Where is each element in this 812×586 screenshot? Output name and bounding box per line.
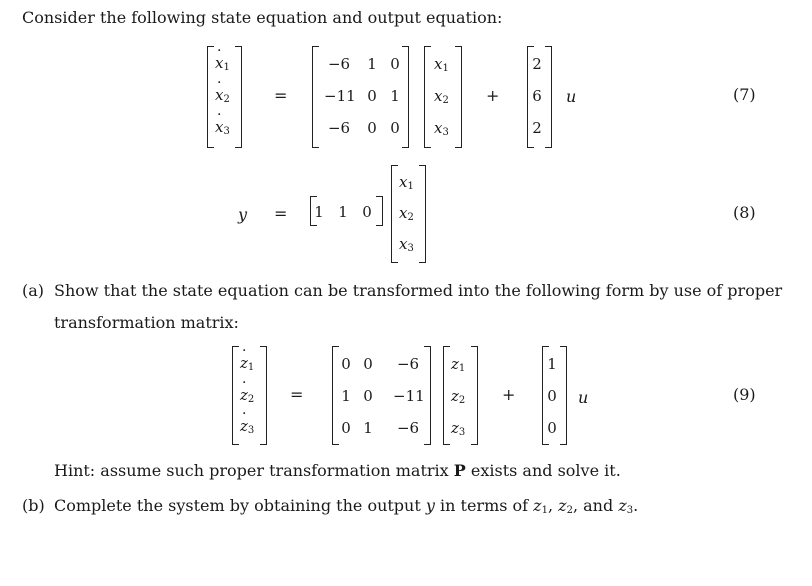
part-b-label: (b) [22, 496, 45, 515]
equation-number: (8) [733, 203, 756, 222]
matrix-cell: −6 [327, 119, 351, 137]
matrix-cell: 0 [341, 419, 351, 437]
vector-cell: 2 [532, 55, 542, 73]
bracket-right [235, 46, 242, 148]
vector-cell: 0 [362, 203, 372, 221]
matrix-cell: 1 [390, 87, 400, 105]
hint-suffix: exists and solve it. [465, 461, 621, 480]
vector-cell: 2 [532, 119, 542, 137]
bracket-right [471, 346, 478, 445]
part-b-start: Complete the system by obtaining the output [54, 496, 426, 515]
vector-cell: 6 [532, 87, 542, 105]
vector-cell: 1 [547, 355, 557, 373]
zdot1: · $z_1$ [240, 354, 254, 373]
part-a-line1: Show that the state equation can be transformed into the following form by use of proper [54, 281, 783, 300]
hint-text [54, 461, 621, 480]
part-b-mid: in terms of [434, 496, 534, 515]
matrix-cell: −6 [396, 419, 420, 437]
z2: $z_2$ [451, 387, 466, 406]
intro-text: Consider the following state equation and output equation: [22, 8, 503, 27]
var-y: y [425, 496, 435, 515]
var-z2: $z_2$ [558, 496, 573, 516]
hint-bold-P: P [453, 461, 466, 480]
matrix-cell: −11 [324, 87, 356, 105]
hint-prefix: Hint: assume such proper transformation matrix [54, 461, 454, 480]
part-a-label: (a) [22, 281, 45, 300]
matrix-cell: 0 [390, 55, 400, 73]
bracket-right [424, 346, 431, 445]
x1: $x_1$ [434, 55, 449, 74]
z3: $z_3$ [451, 419, 466, 438]
matrix-cell: 0 [341, 355, 351, 373]
part-b-text [54, 496, 638, 516]
matrix-cell: 1 [363, 419, 373, 437]
x2: $x_2$ [434, 87, 449, 106]
equals-sign: = [274, 204, 288, 223]
matrix-cell: −6 [327, 55, 351, 73]
matrix-cell: −11 [393, 387, 425, 405]
zdot3: · $z_3$ [240, 417, 254, 436]
equals-sign: = [290, 385, 304, 404]
comma: , [547, 496, 559, 515]
equation-number: (9) [733, 385, 756, 404]
bracket-right [455, 46, 462, 148]
xdot3: · $x_3$ [215, 118, 230, 137]
matrix-cell: 0 [367, 119, 377, 137]
matrix-cell: 0 [363, 387, 373, 405]
bracket-left [207, 46, 214, 148]
input-u: u [578, 388, 589, 407]
vector-cell: 1 [314, 203, 324, 221]
vector-cell: 0 [547, 387, 557, 405]
matrix-cell: 0 [367, 87, 377, 105]
matrix-cell: −6 [396, 355, 420, 373]
equals-sign: = [274, 86, 288, 105]
vector-cell: 0 [547, 419, 557, 437]
x2: $x_2$ [399, 204, 414, 223]
matrix-cell: 1 [367, 55, 377, 73]
bracket-left [312, 46, 319, 148]
bracket-left [443, 346, 450, 445]
bracket-left [232, 346, 239, 445]
xdot2: · $x_2$ [215, 86, 230, 105]
bracket-right [260, 346, 267, 445]
var-z1: $z_1$ [533, 496, 548, 516]
part-a-line2: transformation matrix: [54, 313, 239, 332]
vector-cell: 1 [338, 203, 348, 221]
x1: $x_1$ [399, 173, 414, 192]
x3: $x_3$ [399, 235, 414, 254]
xdot1: · $x_1$ [215, 54, 230, 73]
plus-sign: + [502, 385, 516, 404]
part-b-and: , and [572, 496, 619, 515]
plus-sign: + [486, 86, 500, 105]
bracket-left [391, 165, 398, 263]
var-z3: $z_3$ [618, 496, 634, 516]
equation-number: (7) [733, 85, 756, 104]
input-u: u [566, 87, 577, 106]
period: . [633, 496, 639, 515]
x3: $x_3$ [434, 119, 449, 138]
output-y: y [238, 205, 248, 224]
matrix-cell: 0 [390, 119, 400, 137]
bracket-left [424, 46, 431, 148]
z1: $z_1$ [451, 355, 466, 374]
matrix-cell: 1 [341, 387, 351, 405]
matrix-cell: 0 [363, 355, 373, 373]
bracket-right [419, 165, 426, 263]
zdot2: · $z_2$ [240, 386, 254, 405]
